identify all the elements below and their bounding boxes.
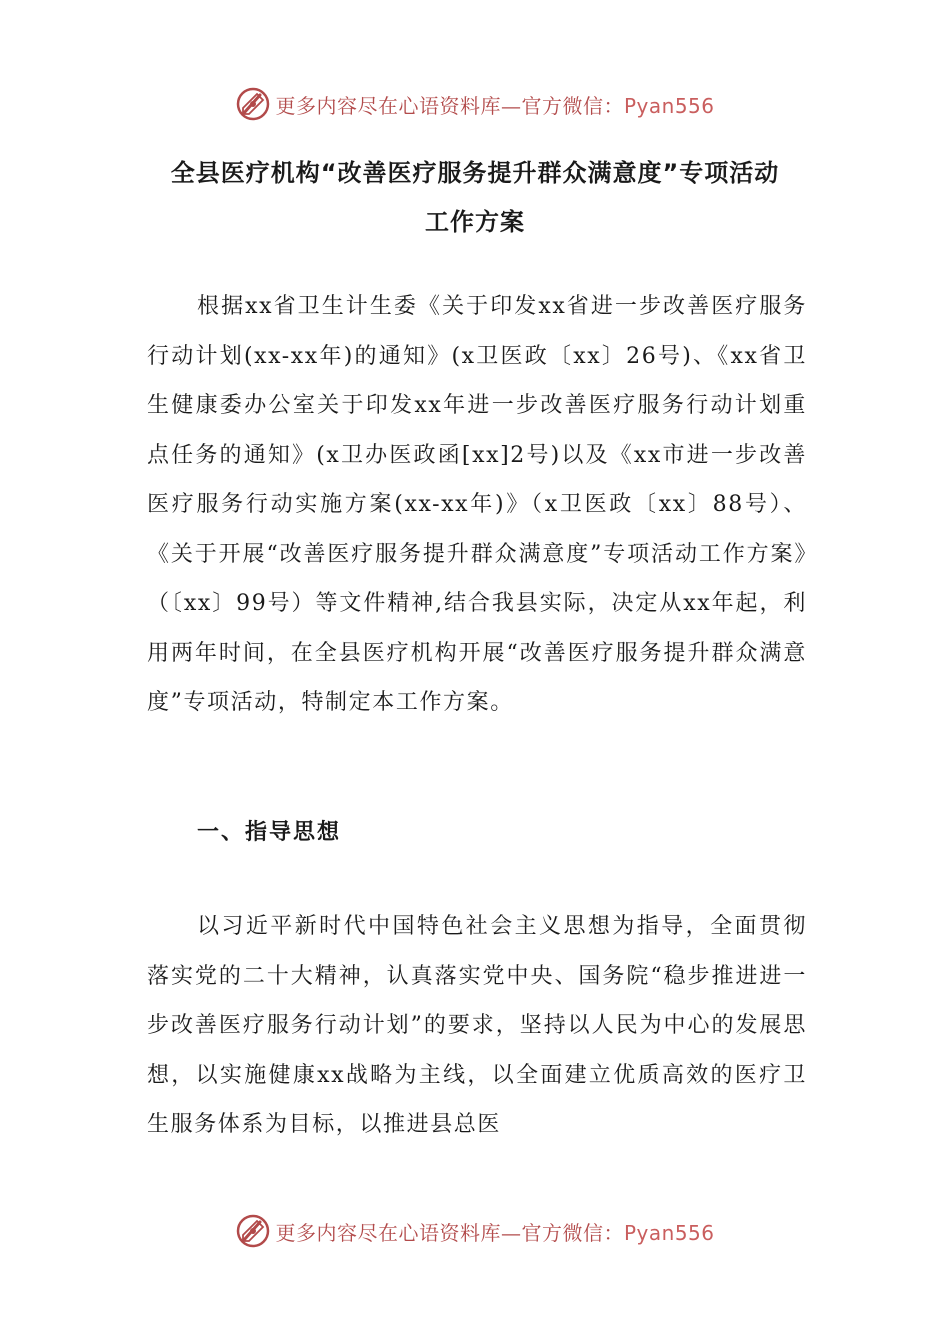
section-heading-guiding-thought: 一、指导思想 <box>197 819 342 845</box>
watermark-header <box>0 84 950 124</box>
pen-logo-icon <box>235 1213 271 1249</box>
watermark-footer <box>0 1211 950 1251</box>
document-title: 全县医疗机构“改善医疗服务提升群众满意度”专项活动 <box>170 159 780 187</box>
paragraph-guiding-thought: 以习近平新时代中国特色社会主义思想为指导，全面贯彻落实党的二十大精神，认真落实党中央、国务院“稳步推进进一步改善医疗服务行动计划”的要求，坚持以人民为中心的发展思想，以实施健康xx战略为主线，以全面建立优质高效的医疗卫生服务体系为目标，以推进县总医 <box>147 914 807 1137</box>
pen-logo-icon <box>235 86 271 122</box>
watermark-text: 更多内容尽在心语资料库—官方微信：Pyan556 <box>275 93 715 118</box>
paragraph-intro: 根据xx省卫生计生委《关于印发xx省进一步改善医疗服务行动计划(xx-xx年)的通知》(x卫医政〔xx〕26号)、《xx省卫生健康委办公室关于印发xx年进一步改善医疗服务行动计划重点任务的通知》(x卫办医政函[xx]2号)以及《xx市进一步改善医疗服务行动实施方案(xx-xx年)》（x卫医政〔xx〕88号）、《关于开展“改善医疗服务提升群众满意度”专项活动工作方案》（〔xx〕99号）等文件精神,结合我县实际，决定从xx年起，利用两年时间，在全县医疗机构开展“改善医疗服务提升群众满意度”专项活动，特制定本工作方案。 <box>147 294 807 715</box>
document-title-line2: 工作方案 <box>425 208 525 236</box>
body-paragraph <box>147 902 807 1150</box>
watermark-text: 更多内容尽在心语资料库—官方微信：Pyan556 <box>275 1220 715 1245</box>
body-paragraph <box>147 282 807 728</box>
